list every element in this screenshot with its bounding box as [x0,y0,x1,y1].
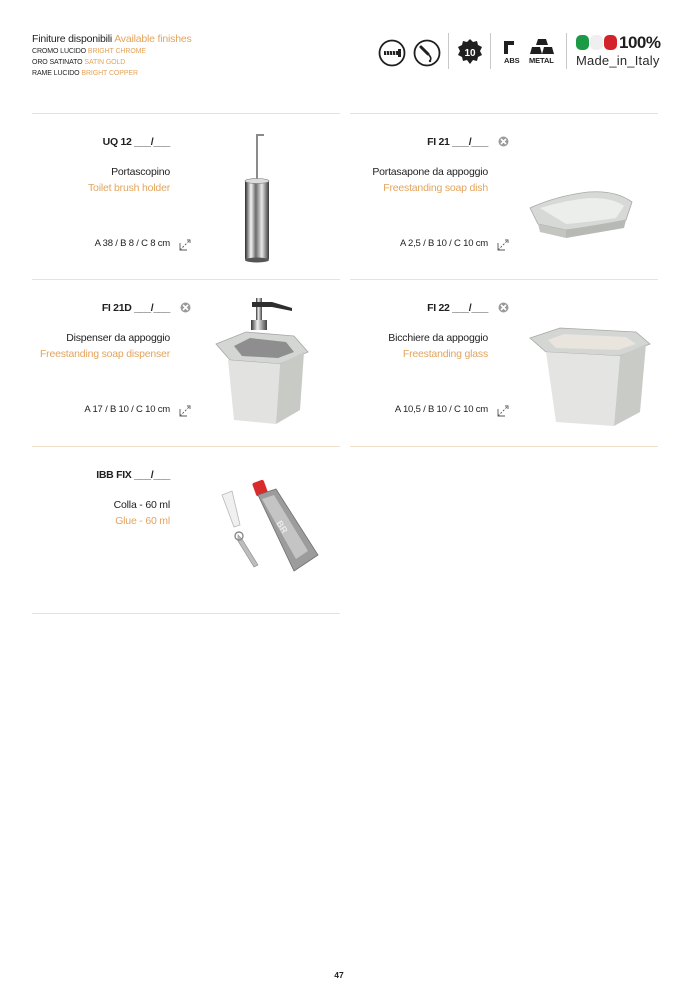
product-name-en: Glue - 60 ml [115,515,170,527]
dimensions-icon [496,404,510,418]
soap-dispenser-image [198,280,340,446]
product-name-en: Freestanding soap dish [383,182,488,194]
dimensions-icon [178,404,192,418]
divider [566,33,567,69]
product-name-it: Dispenser da appoggio [66,332,170,344]
product-code: FI 22 ___/___ [427,302,488,314]
product-code: UQ 12 ___/___ [102,136,170,148]
page-number: 47 [334,970,344,980]
fixing-cross-icon [498,136,509,147]
product-name-en: Freestanding soap dispenser [39,348,170,360]
product-dimensions: A 38 / B 8 / C 8 cm [94,238,170,249]
toilet-brush-holder-image [198,114,340,280]
product-card-fi21d[interactable] [32,280,340,446]
screw-fixing-icon [378,39,406,67]
finish-item: ORO SATINATO SATIN GOLD [32,59,126,66]
product-name-it: Portasapone da appoggio [372,166,488,178]
abs-material-icon [498,39,520,55]
feature-icons [376,33,662,73]
product-code: IBB FIX ___/___ [96,469,170,481]
finishes-legend [32,33,192,79]
metal-material-icon [529,38,555,55]
product-card-fi21[interactable] [350,114,658,280]
product-card-fi22[interactable] [350,280,658,446]
dimensions-icon [496,238,510,252]
warranty-10-years-icon [456,38,484,66]
product-card-ibbfix[interactable] [32,447,340,613]
product-name-en: Freestanding glass [402,348,488,360]
divider [448,33,449,69]
product-name-it: Colla - 60 ml [113,499,170,511]
finishes-title: Finiture disponibili Available finishes [32,33,192,45]
glue-tube-label: BR [274,518,290,536]
metal-label: METAL [529,56,554,65]
italian-flag-icon [576,35,618,50]
product-dimensions: A 17 / B 10 / C 10 cm [84,404,170,415]
product-name-it: Bicchiere da appoggio [388,332,488,344]
dimensions-icon [178,238,192,252]
divider [32,613,340,614]
glass-image [516,280,658,446]
abs-label: ABS [504,56,520,65]
product-dimensions: A 10,5 / B 10 / C 10 cm [394,404,488,415]
made-in-italy-label: Made_in_Italy [576,53,660,68]
made-in-italy-percent: 100% [619,33,661,52]
fixing-cross-icon [498,302,509,313]
product-code: FI 21 ___/___ [427,136,488,148]
product-name-it: Portascopino [111,166,170,178]
glue-tube-image [198,447,340,613]
product-code: FI 21D ___/___ [101,302,170,314]
product-name-en: Toilet brush holder [88,182,170,194]
finish-item: CROMO LUCIDO BRIGHT CHROME [32,48,146,55]
soap-dish-image [516,114,658,280]
adhesive-fixing-icon [413,39,441,67]
product-card-uq12[interactable] [32,114,340,280]
divider [490,33,491,69]
finish-item: RAME LUCIDO BRIGHT COPPER [32,70,138,77]
product-dimensions: A 2,5 / B 10 / C 10 cm [399,238,488,249]
fixing-cross-icon [180,302,191,313]
svg-text:10: 10 [464,48,476,59]
divider [350,446,658,447]
